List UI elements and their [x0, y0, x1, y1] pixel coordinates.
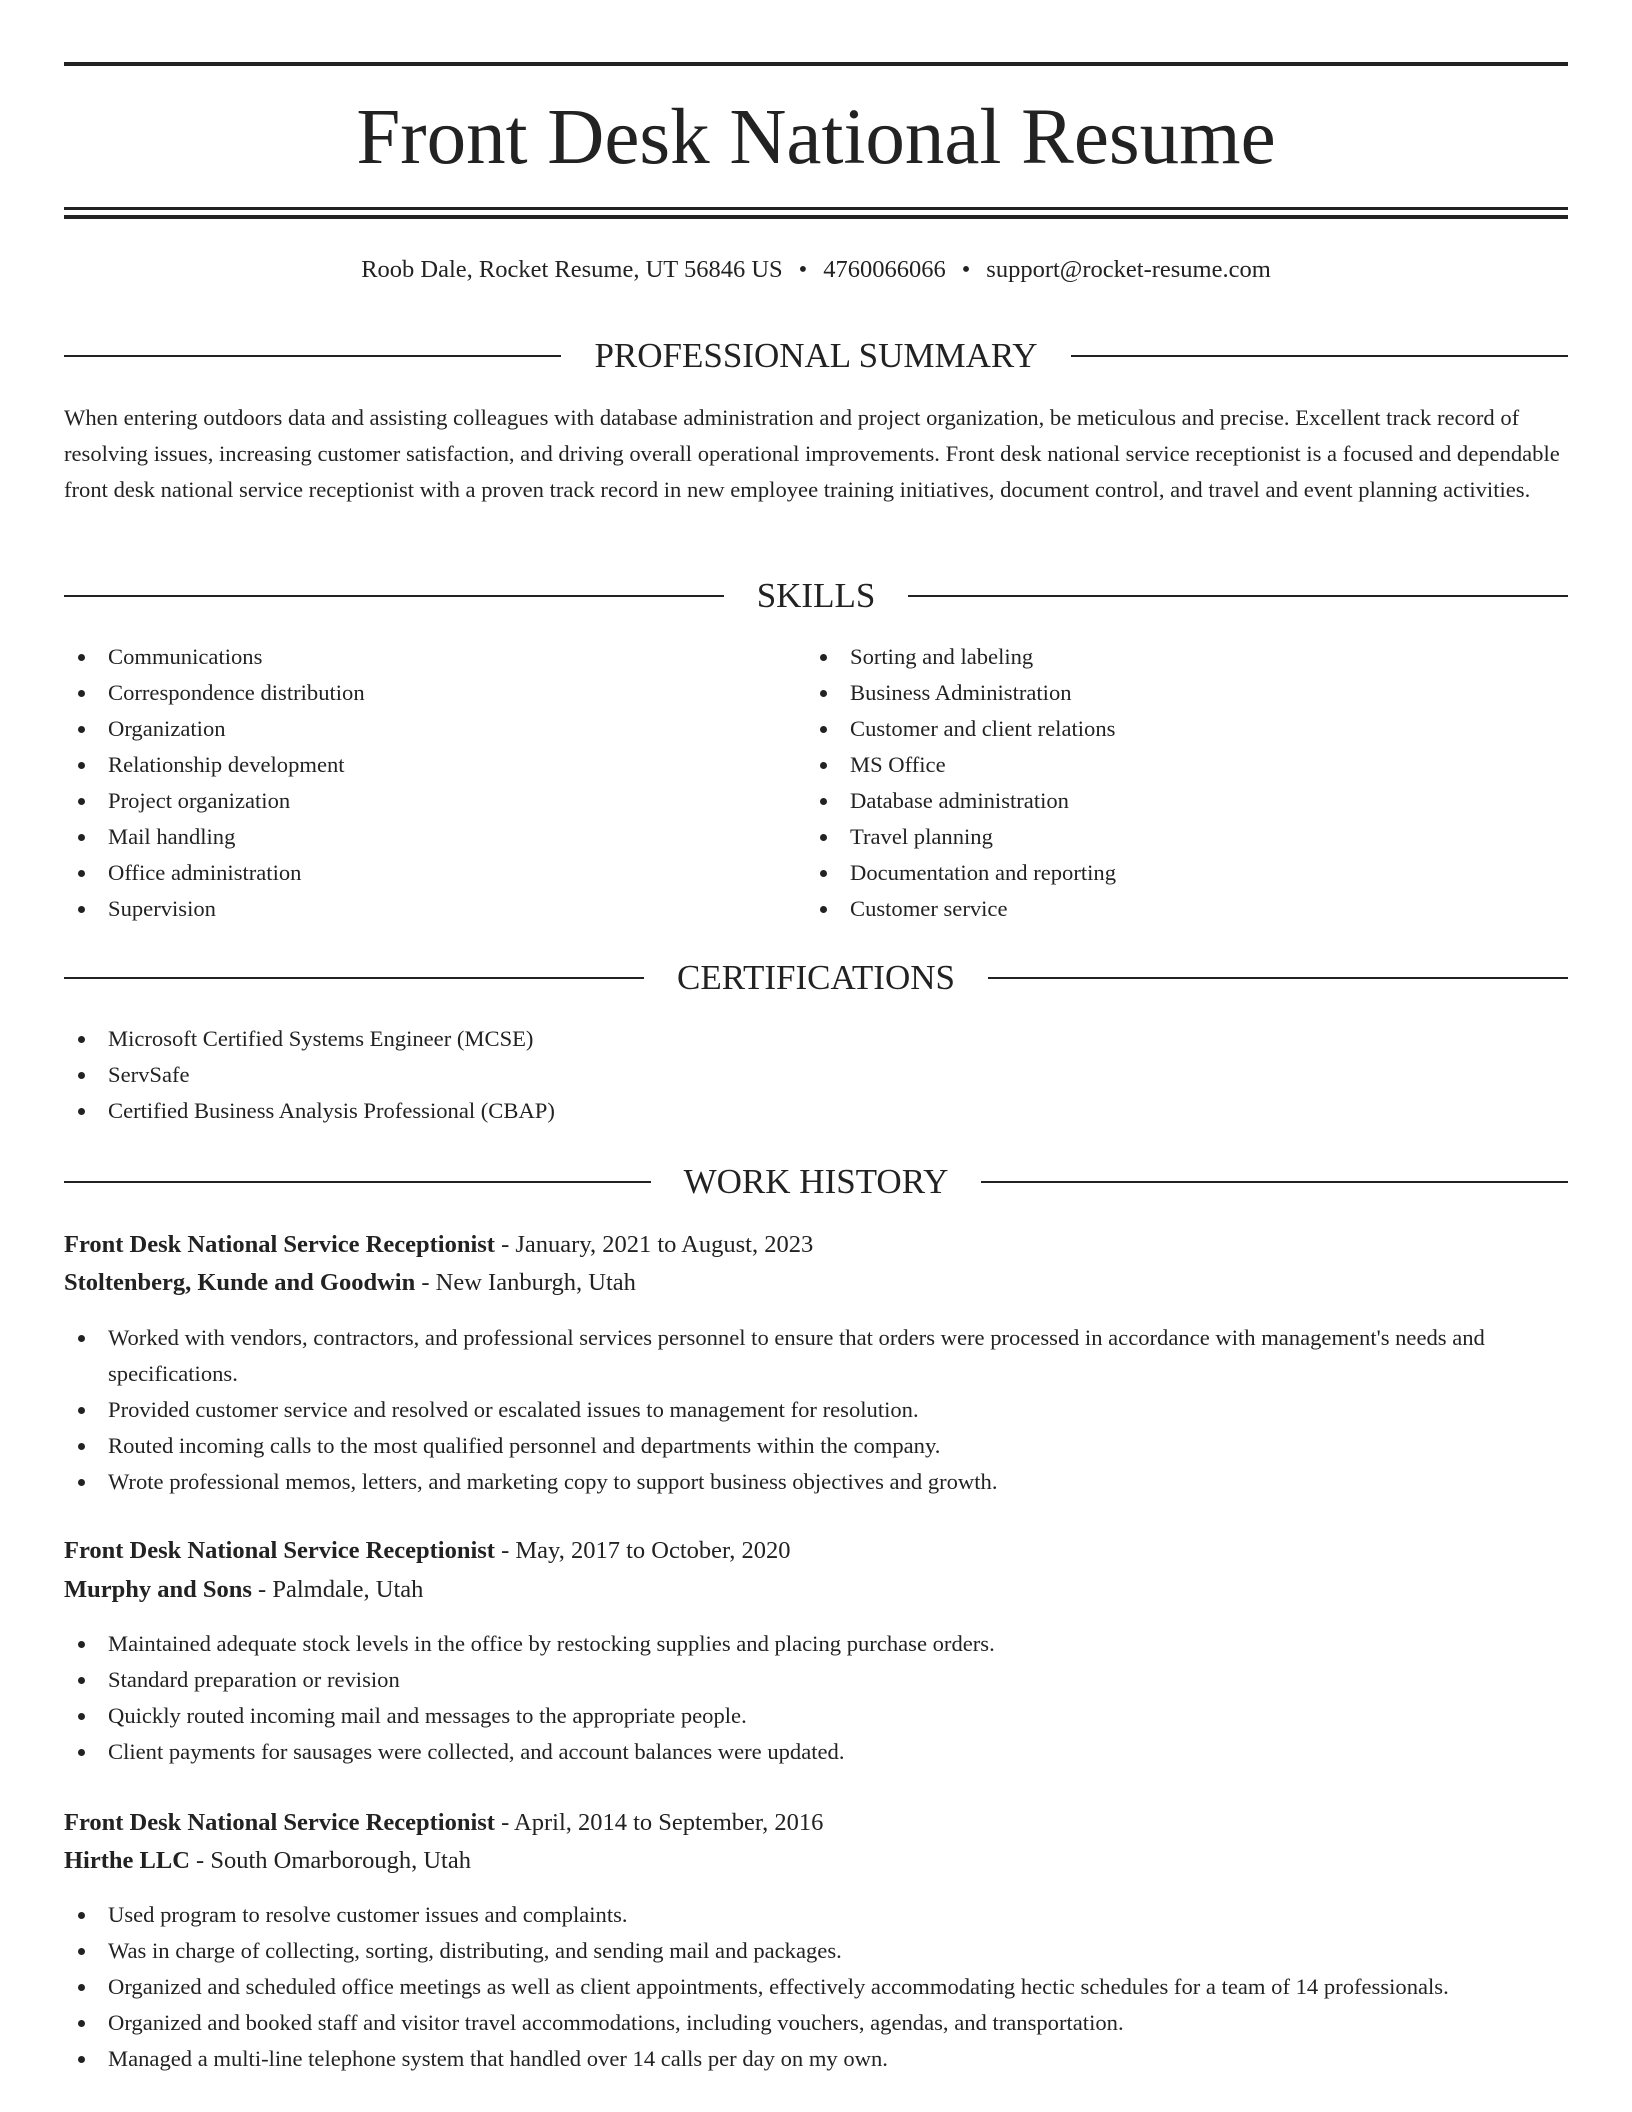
bullet-icon — [78, 1948, 85, 1955]
bullet-icon — [78, 1036, 85, 1043]
job-location: Palmdale, Utah — [272, 1576, 424, 1603]
bullet-icon — [78, 1479, 85, 1486]
bullet-icon — [78, 1443, 85, 1450]
heading-rule — [988, 977, 1568, 979]
bullet-icon — [820, 654, 827, 661]
bullet-icon — [78, 762, 85, 769]
contact-email: support@rocket-resume.com — [986, 256, 1271, 283]
bullet-icon — [820, 906, 827, 913]
bullet-icon — [820, 798, 827, 805]
job-dash: - — [494, 1537, 516, 1564]
title-rule-lower — [64, 215, 1568, 219]
bullet-icon — [78, 1749, 85, 1756]
job-duty-item: Quickly routed incoming mail and messages to the appropriate people. — [64, 1698, 1568, 1734]
job-company: Stoltenberg, Kunde and Goodwin — [64, 1269, 416, 1296]
bullet-icon — [820, 834, 827, 841]
skill-item: Sorting and labeling — [806, 639, 1546, 675]
job-location: South Omarborough, Utah — [210, 1847, 471, 1874]
job-duty-item: Wrote professional memos, letters, and marketing copy to support business objectives and growth. — [64, 1464, 1568, 1500]
job-dates: January, 2021 to August, 2023 — [515, 1231, 814, 1258]
job-duty-item: Used program to resolve customer issues and complaints. — [64, 1897, 1568, 1933]
bullet-icon — [820, 870, 827, 877]
bullet-icon — [820, 690, 827, 697]
job-dates: April, 2014 to September, 2016 — [514, 1809, 824, 1836]
skill-item: Customer service — [806, 891, 1546, 927]
heading-rule — [64, 977, 644, 979]
heading-rule — [981, 1181, 1568, 1183]
skill-item: Relationship development — [64, 747, 804, 783]
skill-item: MS Office — [806, 747, 1546, 783]
skill-item: Customer and client relations — [806, 711, 1546, 747]
bullet-icon — [78, 1335, 85, 1342]
skill-item: Mail handling — [64, 819, 804, 855]
section-title: SKILLS — [756, 576, 876, 615]
top-rule — [64, 62, 1568, 66]
job-dash: - — [251, 1576, 273, 1603]
skill-item: Documentation and reporting — [806, 855, 1546, 891]
bullet-icon — [78, 2020, 85, 2027]
contact-separator: • — [798, 256, 808, 283]
job-dash: - — [494, 1231, 516, 1258]
job-duties-list — [64, 1320, 1568, 1500]
summary-text: When entering outdoors data and assisting colleagues with database administration and project organization, be meticulous and precise. Excellent track record of resolving issues, increasing customer satisfaction, and driving overall operational improvements. Front desk national service receptionist is a focused and dependable front desk national service receptionist with a proven track record in new employee training initiatives, document control, and travel and event planning activities. — [64, 405, 1560, 502]
bullet-icon — [820, 762, 827, 769]
contact-phone: 4760066066 — [823, 256, 946, 283]
bullet-icon — [820, 726, 827, 733]
skill-item: Supervision — [64, 891, 804, 927]
heading-rule — [64, 355, 561, 357]
skill-item: Organization — [64, 711, 804, 747]
title-rule-upper — [64, 207, 1568, 210]
section-title: PROFESSIONAL SUMMARY — [594, 336, 1038, 375]
skill-item: Office administration — [64, 855, 804, 891]
contact-separator: • — [961, 256, 971, 283]
bullet-icon — [78, 834, 85, 841]
job-duty-item: Maintained adequate stock levels in the office by restocking supplies and placing purchase orders. — [64, 1626, 1568, 1662]
job-dash: - — [415, 1269, 436, 1296]
summary-heading — [64, 334, 1568, 378]
skill-item: Correspondence distribution — [64, 675, 804, 711]
contact-address: Roob Dale, Rocket Resume, UT 56846 US — [361, 256, 783, 283]
job-company-line — [64, 1571, 1568, 1609]
skills-list-left — [64, 639, 804, 927]
job-company: Hirthe LLC — [64, 1847, 190, 1874]
job-title: Front Desk National Service Receptionist — [64, 1537, 495, 1564]
bullet-icon — [78, 906, 85, 913]
resume-title: Front Desk National Resume — [356, 94, 1276, 181]
job-dash: - — [189, 1847, 211, 1874]
bullet-icon — [78, 1641, 85, 1648]
job-duty-item: Was in charge of collecting, sorting, distributing, and sending mail and packages. — [64, 1933, 1568, 1969]
skill-item: Business Administration — [806, 675, 1546, 711]
bullet-icon — [78, 798, 85, 805]
heading-rule — [1071, 355, 1568, 357]
job-company-line — [64, 1264, 1568, 1302]
heading-rule — [908, 595, 1568, 597]
job-title-line — [64, 1532, 1568, 1570]
job-duty-item: Routed incoming calls to the most qualified personnel and departments within the company. — [64, 1428, 1568, 1464]
job-duties-list — [64, 1626, 1568, 1770]
job-title-line — [64, 1226, 1568, 1264]
bullet-icon — [78, 726, 85, 733]
contact-line — [64, 254, 1568, 286]
work-history-heading — [64, 1160, 1568, 1204]
heading-rule — [64, 1181, 651, 1183]
job-title: Front Desk National Service Receptionist — [64, 1231, 495, 1258]
bullet-icon — [78, 1407, 85, 1414]
job-title-line — [64, 1804, 1568, 1842]
job-dates: May, 2017 to October, 2020 — [515, 1537, 791, 1564]
bullet-icon — [78, 1677, 85, 1684]
certification-item: Microsoft Certified Systems Engineer (MCSE) — [64, 1021, 1568, 1057]
section-title: CERTIFICATIONS — [677, 958, 955, 997]
bullet-icon — [78, 1912, 85, 1919]
job-dash: - — [494, 1809, 515, 1836]
bullet-icon — [78, 1072, 85, 1079]
bullet-icon — [78, 1713, 85, 1720]
bullet-icon — [78, 654, 85, 661]
skill-item: Project organization — [64, 783, 804, 819]
job-duty-item: Organized and booked staff and visitor travel accommodations, including vouchers, agendas, and transportation. — [64, 2005, 1568, 2041]
job-duty-item: Organized and scheduled office meetings as well as client appointments, effectively accommodating hectic schedules for a team of 14 professionals. — [64, 1969, 1568, 2005]
bullet-icon — [78, 870, 85, 877]
skills-heading — [64, 574, 1568, 618]
skills-list-right — [806, 639, 1546, 927]
certification-item: ServSafe — [64, 1057, 1568, 1093]
job-duty-item: Client payments for sausages were collected, and account balances were updated. — [64, 1734, 1568, 1770]
bullet-icon — [78, 1984, 85, 1991]
job-location: New Ianburgh, Utah — [435, 1269, 636, 1296]
job-company-line — [64, 1842, 1568, 1880]
skill-item: Travel planning — [806, 819, 1546, 855]
job-duty-item: Provided customer service and resolved or escalated issues to management for resolution. — [64, 1392, 1568, 1428]
job-company: Murphy and Sons — [64, 1576, 252, 1603]
bullet-icon — [78, 2056, 85, 2063]
job-duty-item: Managed a multi-line telephone system that handled over 14 calls per day on my own. — [64, 2041, 1568, 2077]
certifications-heading — [64, 956, 1568, 1000]
job-title: Front Desk National Service Receptionist — [64, 1809, 495, 1836]
skill-item: Database administration — [806, 783, 1546, 819]
job-duty-item: Worked with vendors, contractors, and professional services personnel to ensure that orders were processed in accordance with management's needs and specifications. — [64, 1320, 1568, 1392]
heading-rule — [64, 595, 724, 597]
certification-item: Certified Business Analysis Professional (CBAP) — [64, 1093, 1568, 1129]
skill-item: Communications — [64, 639, 804, 675]
bullet-icon — [78, 690, 85, 697]
section-title: WORK HISTORY — [683, 1162, 949, 1201]
certifications-list — [64, 1021, 1568, 1129]
bullet-icon — [78, 1108, 85, 1115]
job-duty-item: Standard preparation or revision — [64, 1662, 1568, 1698]
job-duties-list — [64, 1897, 1568, 2077]
